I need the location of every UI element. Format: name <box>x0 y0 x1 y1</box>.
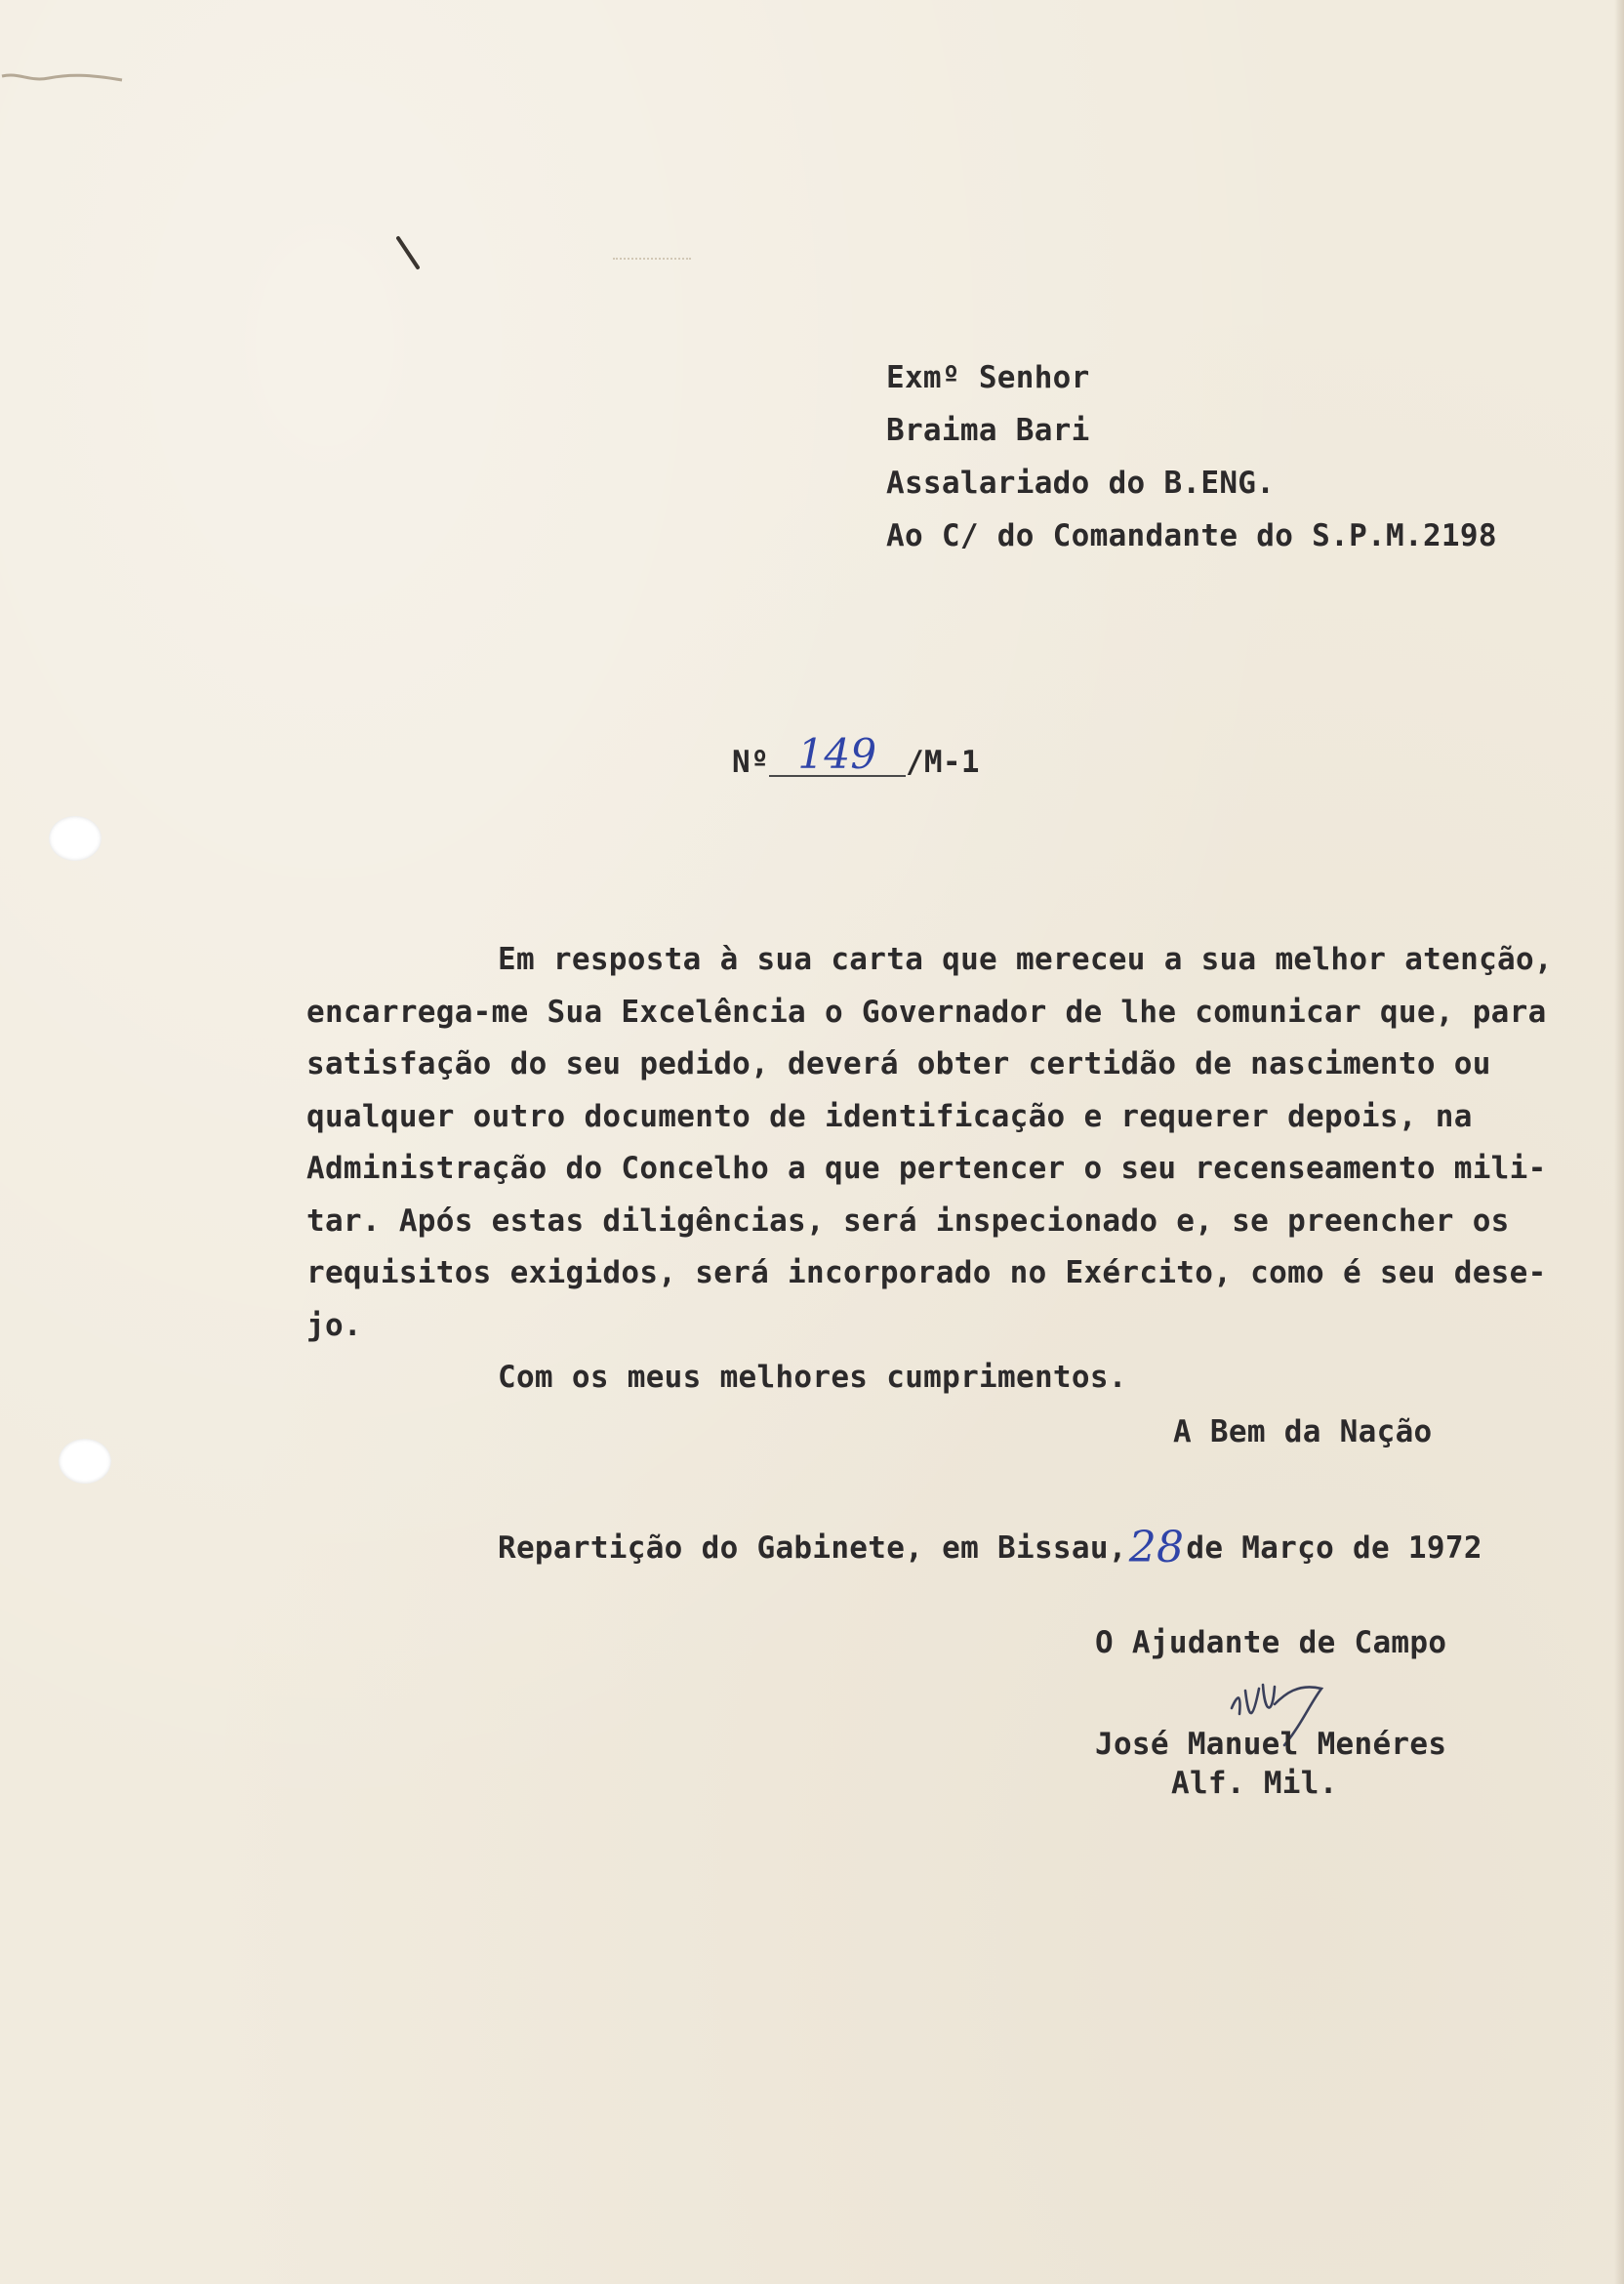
torn-corner-mark <box>0 68 127 88</box>
closing-greeting: Com os meus melhores cumprimentos. <box>498 1360 1127 1395</box>
dateline-month-year: de Março de 1972 <box>1186 1530 1482 1566</box>
reference-number <box>732 730 980 781</box>
dateline <box>498 1523 1482 1572</box>
reference-suffix: /M-1 <box>905 745 980 780</box>
dateline-handwritten-day: 28 <box>1128 1523 1185 1572</box>
signer-title: O Ajudante de Campo <box>1095 1625 1447 1660</box>
body-line: jo. <box>306 1307 362 1343</box>
paper-edge <box>1614 0 1624 2284</box>
signer-name: José Manuel Menéres <box>1095 1727 1447 1762</box>
letter-body <box>306 942 1610 1363</box>
addressee-line: Exmº Senhor <box>886 360 1090 395</box>
body-line: requisitos exigidos, será incorporado no Exército, como é seu dese- <box>306 1255 1547 1290</box>
signer-rank: Alf. Mil. <box>1171 1766 1338 1801</box>
body-line: tar. Após estas diligências, será inspecionado e, se preencher os <box>306 1203 1510 1239</box>
addressee-block <box>886 360 1497 574</box>
body-line: Em resposta à sua carta que mereceu a sua melhor atenção, <box>498 942 1553 977</box>
faint-dotted-mark <box>613 258 691 265</box>
reference-prefix: Nº <box>732 745 769 780</box>
punch-hole-top <box>49 816 102 861</box>
addressee-line: Assalariado do B.ENG. <box>886 466 1276 501</box>
addressee-line: Braima Bari <box>886 413 1090 448</box>
closing-motto: A Bem da Nação <box>1173 1414 1433 1449</box>
ink-dash-mark <box>394 234 424 273</box>
punch-hole-bottom <box>59 1439 111 1484</box>
addressee-line: Ao C/ do Comandante do S.P.M.2198 <box>886 518 1497 553</box>
body-line: Administração do Concelho a que pertencer o seu recenseamento mili- <box>306 1151 1547 1186</box>
reference-handwritten-number: 149 <box>769 734 906 777</box>
body-line: satisfação do seu pedido, deverá obter certidão de nascimento ou <box>306 1046 1491 1081</box>
body-line: encarrega-me Sua Excelência o Governador de lhe comunicar que, para <box>306 994 1547 1030</box>
dateline-place: Repartição do Gabinete, em Bissau, <box>498 1530 1127 1566</box>
body-line: qualquer outro documento de identificação e requerer depois, na <box>306 1098 1473 1134</box>
